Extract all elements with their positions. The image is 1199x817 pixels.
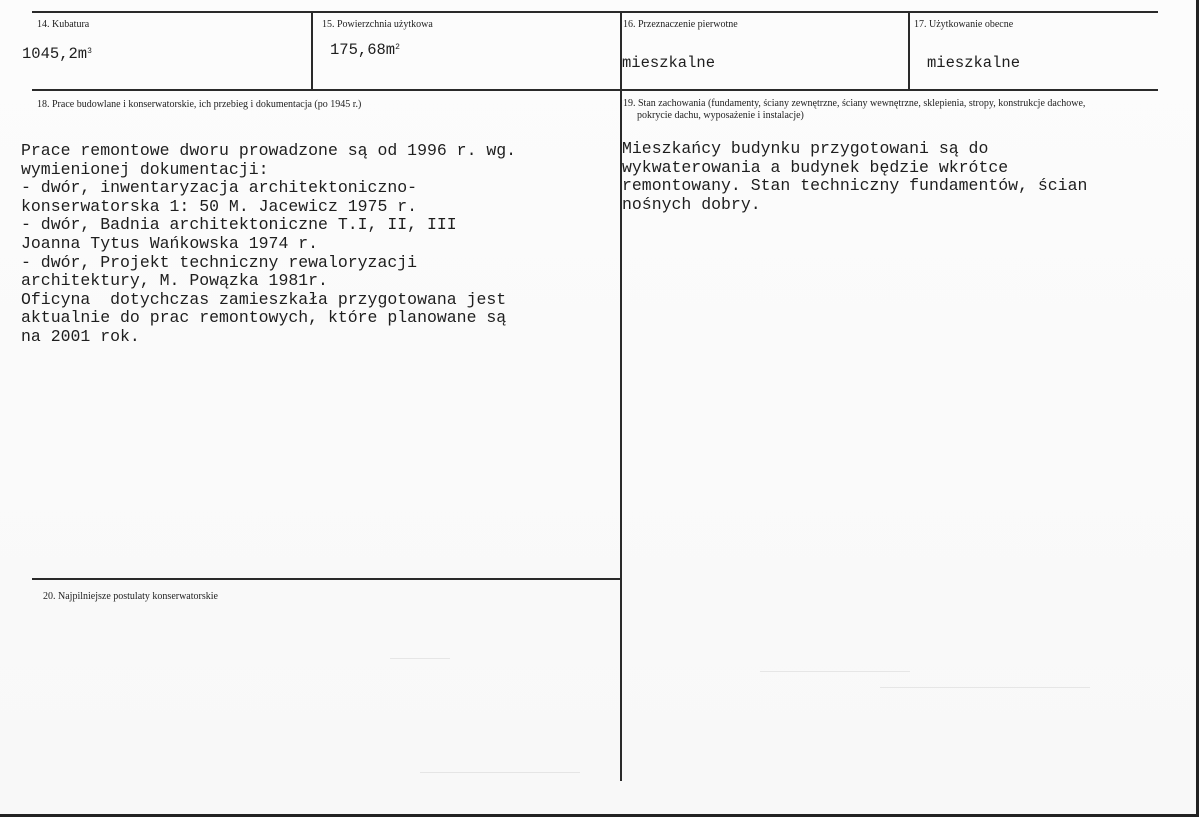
prace-text-line: Prace remontowe dworu prowadzone są od 1996 r. wg. bbox=[21, 141, 517, 160]
scan-speck bbox=[420, 772, 580, 773]
postulaty-top-rule bbox=[32, 578, 622, 580]
prace-text-line: - dwór, Badnia architektoniczne T.I, II, III bbox=[21, 215, 457, 235]
top-rule bbox=[32, 11, 1158, 13]
prace-text-line: aktualnie do prac remontowych, które planowane są bbox=[21, 308, 507, 328]
przeznaczenie-value: mieszkalne bbox=[622, 54, 716, 72]
stan-label-line1: 19. Stan zachowania (fundamenty, ściany zewnętrzne, ściany wewnętrzne, sklepienia, stropy, konstrukcje dachowe, bbox=[623, 98, 1086, 109]
powierzchnia-value: $175,68m^2$ bbox=[330, 41, 400, 59]
scan-speck bbox=[390, 658, 450, 659]
stan-text-line: Mieszkańcy budynku przygotowani są do bbox=[622, 139, 989, 158]
stan-text-line: wykwaterowania a budynek będzie wkrótce bbox=[622, 157, 1009, 177]
uzytkowanie-value: mieszkalne bbox=[927, 54, 1021, 72]
powierzchnia-label: 15. Powierzchnia użytkowa bbox=[322, 19, 433, 30]
scan-speck bbox=[760, 671, 910, 672]
stan-text-line: nośnych dobry. bbox=[622, 194, 761, 214]
uzytkowanie-label: 17. Użytkowanie obecne bbox=[914, 19, 1014, 30]
row1-bottom-rule bbox=[32, 89, 1158, 91]
prace-text-line: - dwór, inwentaryzacja architektoniczno- bbox=[21, 178, 418, 198]
prace-text-line: na 2001 rok. bbox=[21, 326, 140, 346]
przeznaczenie-label: 16. Przeznaczenie pierwotne bbox=[623, 19, 738, 30]
kubatura-value: $1045,2m^3$ bbox=[22, 45, 92, 63]
postulaty-label: 20. Najpilniejsze postulaty konserwatorskie bbox=[43, 591, 218, 602]
col-divider-1 bbox=[311, 11, 313, 91]
kubatura-label: 14. Kubatura bbox=[37, 19, 90, 30]
prace-text-line: Oficyna dotychczas zamieszkała przygotowana jest bbox=[21, 289, 507, 309]
prace-text-line: konserwatorska 1: 50 M. Jacewicz 1975 r. bbox=[21, 196, 418, 216]
prace-text bbox=[21, 142, 516, 347]
prace-text-line: - dwór, Projekt techniczny rewaloryzacji bbox=[21, 252, 418, 272]
col-divider-3 bbox=[908, 11, 910, 91]
prace-label: 18. Prace budowlane i konserwatorskie, ich przebieg i dokumentacja (po 1945 r.) bbox=[37, 99, 362, 110]
col-divider-2 bbox=[620, 11, 622, 781]
stan-text bbox=[622, 140, 1087, 214]
prace-text-line: Joanna Tytus Wańkowska 1974 r. bbox=[21, 233, 319, 253]
scan-speck bbox=[880, 687, 1090, 688]
prace-text-line: architektury, M. Powązka 1981r. bbox=[21, 271, 328, 291]
prace-text-line: wymienionej dokumentacji: bbox=[21, 159, 269, 179]
stan-text-line: remontowany. Stan techniczny fundamentów, ścian bbox=[622, 176, 1088, 196]
stan-label-line2: pokrycie dachu, wyposażenie i instalacje) bbox=[637, 110, 804, 121]
